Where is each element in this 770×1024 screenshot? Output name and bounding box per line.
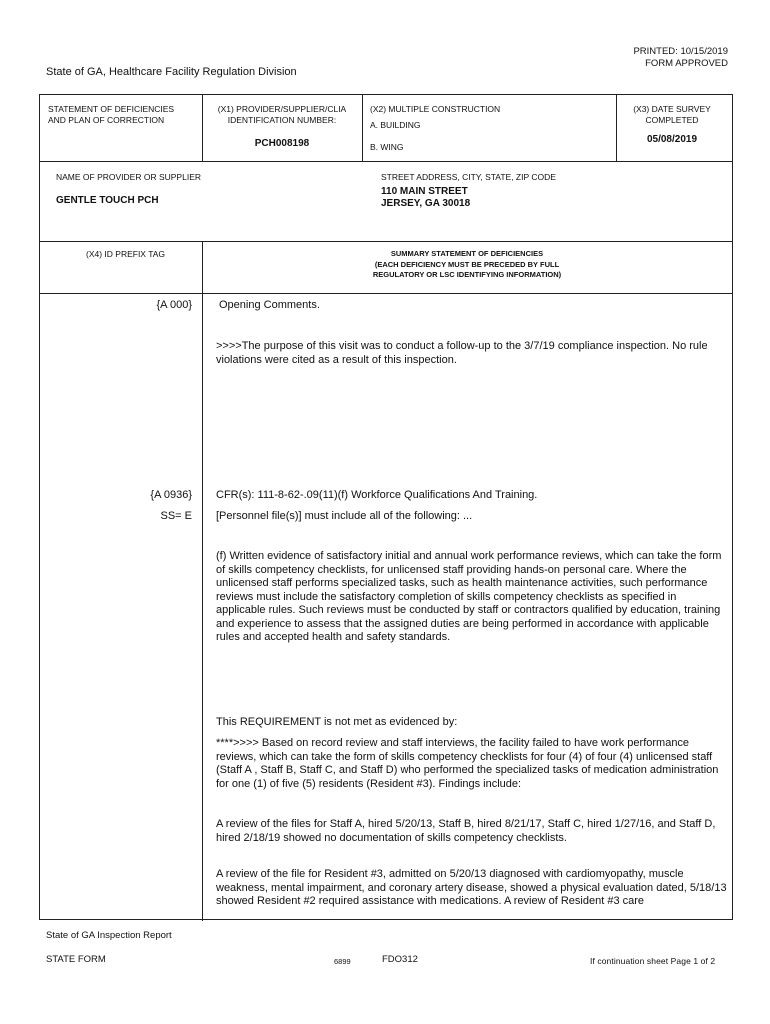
x1-label: (X1) PROVIDER/SUPPLIER/CLIA IDENTIFICATION NUMBER:	[217, 104, 347, 125]
address-label: STREET ADDRESS, CITY, STATE, ZIP CODE	[381, 172, 556, 182]
divider	[616, 95, 617, 161]
scope-severity: SS= E	[160, 510, 192, 522]
cfr-citation: CFR(s): 111-8-62-.09(11)(f) Workforce Qualifications And Training.	[216, 489, 538, 501]
divider	[202, 241, 203, 921]
divider	[40, 293, 732, 294]
form-code: 6899	[334, 957, 351, 966]
provider-name: GENTLE TOUCH PCH	[56, 195, 159, 206]
paragraph: >>>>The purpose of this visit was to conduct a follow-up to the 3/7/19 compliance inspection. No rule violations were cited as a result of this inspection.	[216, 340, 708, 366]
x2-wing: B. WING	[370, 142, 404, 152]
survey-date: 05/08/2019	[646, 134, 698, 145]
x2-building: A. BUILDING	[370, 120, 421, 130]
state-form-label: STATE FORM	[46, 954, 106, 965]
paragraph: A review of the file for Resident #3, admitted on 5/20/13 diagnosed with cardiomyopathy, muscle weakness, mental impairment, and coronary artery disease, showed a physical evaluation dated, 5/18/13 showed Resident #2 required assistance with medications. A review of Resident #3 care	[216, 868, 727, 907]
continuation-note: If continuation sheet Page 1 of 2	[590, 956, 716, 966]
address-line1: 110 MAIN STREET	[381, 186, 468, 197]
statement-label: STATEMENT OF DEFICIENCIES AND PLAN OF CORRECTION	[48, 104, 175, 125]
x2-label: (X2) MULTIPLE CONSTRUCTION	[370, 104, 501, 114]
address-line2: JERSEY, GA 30018	[381, 198, 471, 209]
id-prefix-label: (X4) ID PREFIX TAG	[86, 249, 166, 259]
divider	[362, 95, 363, 161]
personnel-requirement: [Personnel file(s)] must include all of the following: ...	[216, 510, 473, 522]
provider-id: PCH008198	[254, 138, 310, 149]
report-title: State of GA Inspection Report	[46, 930, 172, 941]
divider	[202, 95, 203, 161]
event-id: FDO312	[382, 954, 418, 965]
divider	[40, 241, 732, 242]
provider-label: NAME OF PROVIDER OR SUPPLIER	[56, 172, 201, 182]
requirement-statement: This REQUIREMENT is not met as evidenced by:	[216, 716, 458, 728]
printed-date: PRINTED: 10/15/2019	[633, 46, 728, 57]
deficiency-form	[39, 94, 733, 920]
opening-comments: Opening Comments.	[219, 299, 320, 311]
agency-name: State of GA, Healthcare Facility Regulation Division	[46, 66, 297, 78]
printed-header	[633, 46, 728, 70]
paragraph: ****>>>> Based on record review and staff interviews, the facility failed to have work performance reviews, which can take the form of skills competency checklists for four (4) of four (4) unlicensed staff (Staff A , Staff B, Staff C, and Staff D) who performed the specialized tasks of medication administration for one (1) of five (5) residents (Resident #3). Findings include:	[216, 737, 719, 790]
paragraph: A review of the files for Staff A, hired 5/20/13, Staff B, hired 8/21/17, Staff C, hired 1/27/16, and Staff D, hired 2/18/19 showed no documentation of skills competency checklists.	[216, 818, 716, 844]
id-tag: {A 0936}	[150, 489, 192, 501]
id-tag: {A 000}	[156, 299, 192, 311]
summary-label: SUMMARY STATEMENT OF DEFICIENCIES (EACH DEFICIENCY MUST BE PRECEDED BY FULL REGULATORY OR LSC IDENTIFYING INFORMATION)	[372, 249, 562, 279]
divider	[40, 161, 732, 162]
form-status: FORM APPROVED	[645, 58, 728, 69]
paragraph: (f) Written evidence of satisfactory initial and annual work performance reviews, which can take the form of skills competency checklists, for unlicensed staff providing hands-on personal care. Where the unlicensed staff performs specialized tasks, such as health maintenance activities, such performance reviews must include the satisfactory completion of skills competency checklists as specified in applicable rules. Such reviews must be conducted by staff or contractors qualified by education, training and experience to assess that the assigned duties are being performed in accordance with applicable rules and accepted health and safety standards.	[216, 550, 722, 643]
x3-label: (X3) DATE SURVEY COMPLETED	[633, 104, 711, 125]
